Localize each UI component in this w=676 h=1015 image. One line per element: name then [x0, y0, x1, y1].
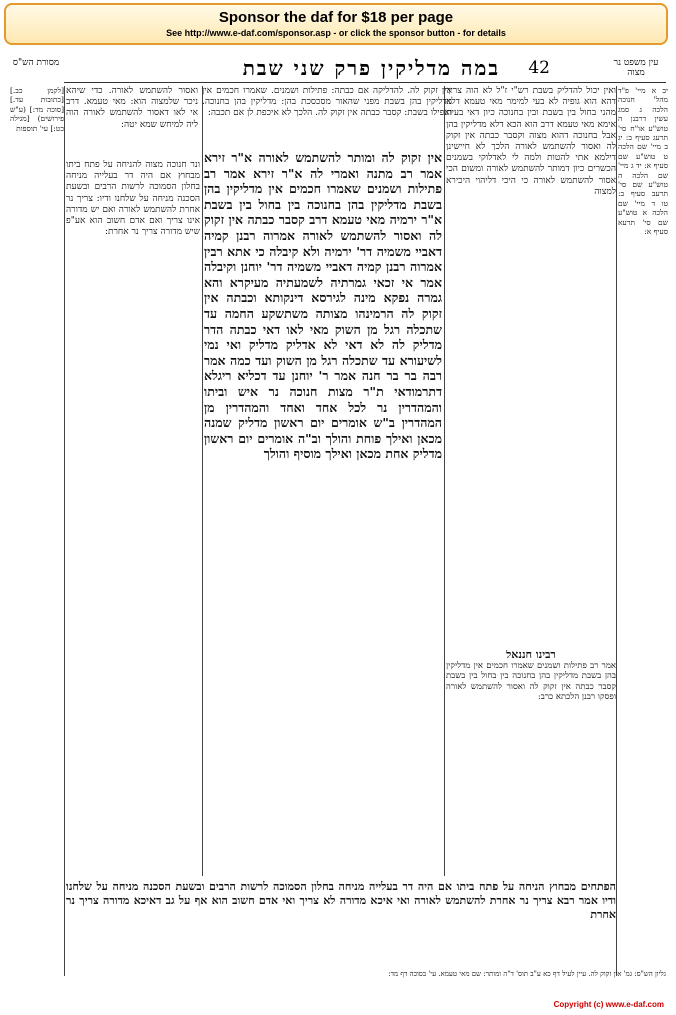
page-header [6, 56, 670, 82]
rabenu-chananel-text: אמר רב פתילות ושמנים שאמרו חכמים אין מדליקין בהן בשבת מדליקין בהן בחנוכה בין בחול בין בשבת קסבר כבתה אין זקוק לה ואסור להשתמש לאורה ופסקו רבנן הלכתא כרב: [446, 660, 616, 703]
sponsor-title[interactable]: Sponsor the daf for $18 per page [218, 9, 454, 26]
gemara-bottom-text: הפתחים מבחוץ הניחה על פתח ביתו אם היה דר בעלייה מניחה בחלון הסמוכה לרשות הרבים ובשעת הסכנה מניחה על שלחנו ודיו אמר רבא צריך נר אחרת להשתמש לאורה ואי איכא מדורה לא צריך ואי אדם חשוב הוא אף על גב דאיכא מדורה צריך נר אחרת [66, 880, 616, 921]
ein-mishpat-notes: יב א מיי' פ"ד מהל' חנוכה הלכה ג סמג עשין דרבנן ה טוש"ע או"ח סי' תרעג סעיף ב: יג ב מיי' שם הלכה ט טוש"ע שם סעיף א: יד ג מיי' שם הלכה ה טוש"ע שם סי' תרעב סעיף ב: טו ד מיי' שם הלכה א טוש"ע שם סי' תרעא סעיף א: [618, 86, 668, 237]
rashi-commentary: ואין יכול להדליק בשבת רש"י ז"ל לא הוה צריך דהא הוא גופיה לא בעי למימר מאי טעמא דלא מהני בחול בין בשבת ובין בחנוכה כיון דאי בעית אימא מאי טעמא דרב הוא הכא דלא מדליקין בהן אבל בחנוכה דהוא מצוה וקסבר כבתה אין זקוק לה ואסור להשתמש לאורה הלכך לא חיישינן דילמא אתי להטות ולמה לי לאדלוקי בשמנים הכשרים כיון דמותר להשתמש לאורה ומשום הכי אסור להשתמש לאורה כי היכי דליהוי היכירא למצוה [446, 86, 616, 197]
column-divider [64, 86, 65, 976]
rabenu-chananel-title: רבינו חננאל [506, 650, 556, 661]
mesoret-hashas-label: מסורת הש"ס [12, 58, 60, 68]
sponsor-banner[interactable] [4, 3, 668, 45]
mesoret-hashas-notes: [לקמן כב.] [כתובות עד.] [סוכה מד:] (ע"ש פירושים) [מגילה כט:] עי' תוספות [10, 86, 64, 133]
page-title: במה מדליקין פרק שני שבת [242, 56, 500, 80]
rashi-top-text: אין זקוק לה. להדליקה אם כבתה: פתילות ושמנים. שאמרו חכמים אין מדליקין בהן בשבת מפני שהאור מסכסכת בהן: מדליקין בהן בחנוכה. ואפילו בשבת: קסבר כבתה אין זקוק לה. הלכך לא איכפת לן אם תכבה: [202, 86, 452, 119]
ein-mishpat-label: עין משפט נר מצוה [613, 58, 659, 78]
column-divider [616, 86, 617, 976]
gilyon-hashas-notes: גליון הש"ס: גמ' אין זקוק לה. עיין לעיל דף כא ע"ב תוס' ד"ה ומותר: שם מאי טעמא. עי' בסוכה דף מד: [388, 970, 666, 978]
gemara-text: אין זקוק לה ומותר להשתמש לאורה א"ר זירא אמר רב מתנה ואמרי לה א"ר זירא אמר רב פתילות ושמנים שאמרו חכמים אין מדליקין בהן בשבת מדליקין בהן בחנוכה בין בחול בין בשבת א"ר ירמיה מאי טעמא דרב קסבר כבתה אין זקוק לה ואסור להשתמש לאורה אמרוה רבנן קמיה דאביי משמיה דר' ירמיה ולא קיבלה כי אתא רבין אמרוה רבנן קמיה דאביי משמיה דר' יוחנן וקיבלה אמר אי זכאי גמרתיה לשמעתיה מעיקרא והא גמרה נפקא מינה לגירסא דינקותא וכבתה אין זקוק לה הרמינהו מצותה משתשקע החמה עד שתכלה רגל מן השוק מאי לאו דאי כבתה הדר מדליק לה לא דאי לא אדליק מדליק ואי נמי לשיעורא עד שתכלה רגל מן השוק ועד כמה אמר רבה בר בר חנה אמר ר' יוחנן עד דכליא ריגלא דתרמודאי ת"ר מצות חנוכה נר איש וביתו והמהדרין נר לכל אחד ואחד והמהדרין מן המהדרין ב"ש אומרים יום ראשון מדליק שמנה מכאן ואילך פוחת והולך וב"ה אומרים יום ראשון מדליק אחת מכאן ואילך מוסיף והולך [204, 150, 442, 462]
tosafot-top-text: ואסור להשתמש לאורה. כדי שיהא ניכר שלמצוה הוא: מאי טעמא. דרב אי לאו דאסור להשתמש לאורה הוה ליה למיחש שמא יטה: [66, 86, 198, 130]
header-rule [64, 82, 666, 83]
rabenu-chananel-section [446, 650, 616, 880]
tosafot-commentary: ונר חנוכה מצוה להניחה על פתח ביתו מבחוץ אם היה דר בעלייה מניחה בחלון הסמוכה לרשות הרבים ובשעת הסכנה מניחה על שלחנו ודיו: צריך נר אחרת להשתמש לאורה ואם יש מדורה אינו צריך ואם אדם חשוב הוא אע"פ שיש מדורה צריך נר אחרת: [66, 160, 200, 238]
talmud-page [6, 50, 670, 998]
copyright-link[interactable]: Copyright (c) www.e-daf.com [553, 1000, 664, 1009]
page-number: 42 [528, 58, 550, 78]
sponsor-subtitle[interactable]: See http://www.e-daf.com/sponsor.asp - or click the sponsor button - for details [166, 28, 506, 38]
